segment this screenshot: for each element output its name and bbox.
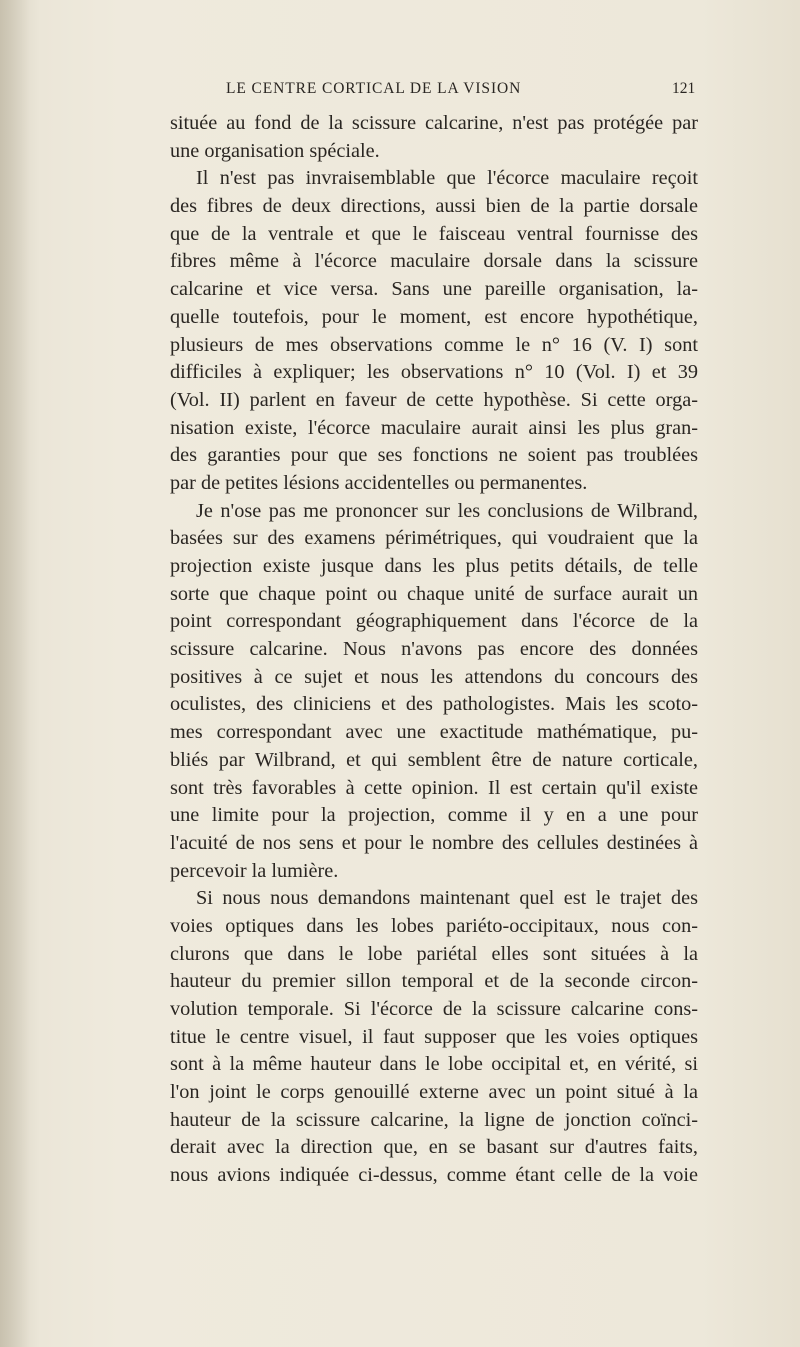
text-line: par de petites lésions accidentelles ou permanentes. [170,471,588,494]
text-line: titue le centre visuel, il faut supposer que les voies optiques [170,1025,698,1048]
text-line: scissure calcarine. Nous n'avons pas encore des données [170,638,698,661]
text-line: clurons que dans le lobe pariétal elles sont situées à la [170,942,698,965]
text-line: hauteur de la scissure calcarine, la ligne de jonction coïnci- [170,1108,698,1131]
text-line: nisation existe, l'écorce maculaire aurait ainsi les plus gran- [170,416,698,439]
running-title: LE CENTRE CORTICAL DE LA VISION [226,80,522,97]
text-line: voies optiques dans les lobes pariéto-occipitaux, nous con- [170,914,698,937]
text-line: projection existe jusque dans les plus petits détails, de telle [170,555,698,577]
text-line: Si nous nous demandons maintenant quel est le trajet des [196,887,698,910]
text-line: difficiles à expliquer; les observations n° 10 (Vol. I) et 39 [170,361,698,384]
text-line: Je n'ose pas me prononcer sur les conclusions de Wilbrand, [196,499,698,522]
text-line: fibres même à l'écorce maculaire dorsale dans la scissure [170,250,698,273]
text-line: derait avec la direction que, en se basant sur d'autres faits, [170,1136,698,1159]
text-line: bliés par Wilbrand, et qui semblent être de nature corticale, [170,748,698,771]
text-line: l'on joint le corps genouillé externe avec un point situé à la [170,1081,698,1104]
text-line: une organisation spéciale. [170,139,380,162]
text-line: oculistes, des cliniciens et des pathologistes. Mais les scoto- [170,693,698,716]
text-line: quelle toutefois, pour le moment, est encore hypothétique, [170,305,698,328]
text-line: une limite pour la projection, comme il y en a une pour [170,804,698,827]
text-line: percevoir la lumière. [170,859,339,882]
text-line: calcarine et vice versa. Sans une pareille organisation, la- [170,278,698,301]
running-header [0,80,800,104]
text-line: l'acuité de nos sens et pour le nombre des cellules destinées à [170,831,698,854]
body-text [170,110,698,1190]
text-line: plusieurs de mes observations comme le n° 16 (V. I) sont [170,333,698,356]
text-line: sorte que chaque point ou chaque unité de surface aurait un [170,582,698,605]
text-line: des fibres de deux directions, aussi bien de la partie dorsale [170,195,698,218]
text-line: sont à la même hauteur dans le lobe occipital et, en vérité, si [170,1053,698,1076]
text-line: que de la ventrale et que le faisceau ventral fournisse des [170,222,698,245]
text-line: mes correspondant avec une exactitude mathématique, pu- [170,721,698,744]
text-line: Il n'est pas invraisemblable que l'écorce maculaire reçoit [196,167,698,190]
text-line: nous avions indiquée ci-dessus, comme étant celle de la voie [170,1164,698,1187]
text-line: basées sur des examens périmétriques, qui voudraient que la [170,527,698,550]
text-line: positives à ce sujet et nous les attendons du concours des [170,665,698,688]
text-line: des garanties pour que ses fonctions ne soient pas troublées [170,444,698,467]
text-line: (Vol. II) parlent en faveur de cette hypothèse. Si cette orga- [170,388,698,411]
text-line: point correspondant géographiquement dans l'écorce de la [170,610,698,633]
text-line: sont très favorables à cette opinion. Il est certain qu'il existe [170,776,698,799]
text-line: volution temporale. Si l'écorce de la scissure calcarine cons- [170,998,698,1020]
page-gutter-shadow [0,0,30,1347]
page-number: 121 [672,80,696,97]
text-line: située au fond de la scissure calcarine, n'est pas protégée par [170,112,698,134]
text-line: hauteur du premier sillon temporal et de la seconde circon- [170,970,698,993]
